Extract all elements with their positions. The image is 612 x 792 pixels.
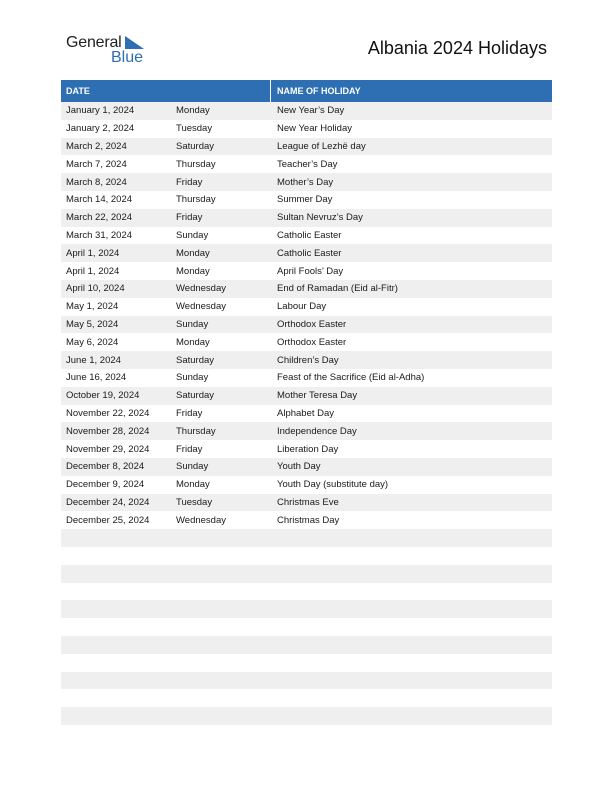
table-row: [61, 583, 552, 601]
cell-holiday-name: Alphabet Day: [277, 407, 335, 419]
table-row: [61, 547, 552, 565]
cell-weekday: Wednesday: [176, 301, 226, 313]
cell-holiday-name: Youth Day (substitute day): [277, 479, 389, 491]
cell-date: March 31, 2024: [66, 229, 133, 241]
cell-date: December 8, 2024: [66, 461, 145, 473]
logo-word-blue: Blue: [111, 49, 144, 66]
table-row: [61, 600, 552, 618]
cell-date: March 8, 2024: [66, 176, 127, 188]
cell-holiday-name: New Year’s Day: [277, 105, 345, 117]
cell-date: May 5, 2024: [66, 318, 119, 330]
cell-holiday-name: Liberation Day: [277, 443, 339, 455]
cell-holiday-name: End of Ramadan (Eid al-Fitr): [277, 283, 398, 295]
cell-weekday: Wednesday: [176, 283, 226, 295]
cell-date: October 19, 2024: [66, 390, 140, 402]
cell-weekday: Monday: [176, 265, 210, 277]
cell-date: March 7, 2024: [66, 158, 127, 170]
cell-date: December 25, 2024: [66, 514, 150, 526]
header-holiday-name: NAME OF HOLIDAY: [277, 86, 361, 96]
table-row: [61, 458, 552, 476]
table-body: [61, 102, 552, 743]
cell-weekday: Sunday: [176, 229, 209, 241]
cell-date: November 28, 2024: [66, 425, 150, 437]
cell-date: November 22, 2024: [66, 407, 150, 419]
cell-weekday: Friday: [176, 443, 203, 455]
cell-weekday: Friday: [176, 176, 203, 188]
cell-holiday-name: Feast of the Sacrifice (Eid al-Adha): [277, 372, 425, 384]
cell-weekday: Thursday: [176, 158, 216, 170]
table-row: [61, 689, 552, 707]
table-row: [61, 298, 552, 316]
cell-weekday: Monday: [176, 479, 210, 491]
cell-weekday: Tuesday: [176, 123, 213, 135]
cell-holiday-name: Christmas Eve: [277, 496, 339, 508]
table-row: [61, 155, 552, 173]
header-date: DATE: [61, 80, 271, 102]
table-row: [61, 636, 552, 654]
cell-date: March 14, 2024: [66, 194, 133, 206]
table-row: [61, 102, 552, 120]
table-row: [61, 209, 552, 227]
cell-holiday-name: Catholic Easter: [277, 229, 342, 241]
table-row: [61, 618, 552, 636]
cell-date: December 24, 2024: [66, 496, 150, 508]
cell-holiday-name: New Year Holiday: [277, 123, 352, 135]
cell-holiday-name: Catholic Easter: [277, 247, 342, 259]
generalblue-logo: [66, 34, 156, 70]
cell-weekday: Friday: [176, 407, 203, 419]
table-row: [61, 725, 552, 743]
table-row: [61, 369, 552, 387]
cell-holiday-name: Children’s Day: [277, 354, 339, 366]
table-row: [61, 173, 552, 191]
table-row: [61, 476, 552, 494]
table-row: [61, 351, 552, 369]
cell-weekday: Saturday: [176, 390, 215, 402]
cell-date: January 2, 2024: [66, 123, 135, 135]
cell-date: December 9, 2024: [66, 479, 145, 491]
logo-triangle-icon: [123, 36, 145, 50]
cell-weekday: Monday: [176, 336, 210, 348]
table-row: [61, 316, 552, 334]
cell-date: March 22, 2024: [66, 212, 133, 224]
cell-holiday-name: Labour Day: [277, 301, 327, 313]
cell-holiday-name: April Fools’ Day: [277, 265, 344, 277]
cell-holiday-name: Mother’s Day: [277, 176, 334, 188]
table-row: [61, 387, 552, 405]
cell-weekday: Saturday: [176, 354, 215, 366]
table-row: [61, 120, 552, 138]
table-row: [61, 138, 552, 156]
cell-date: November 29, 2024: [66, 443, 150, 455]
cell-date: April 10, 2024: [66, 283, 125, 295]
cell-date: April 1, 2024: [66, 247, 120, 259]
table-row: [61, 672, 552, 690]
table-row: [61, 244, 552, 262]
cell-date: June 16, 2024: [66, 372, 127, 384]
cell-weekday: Wednesday: [176, 514, 226, 526]
table-row: [61, 511, 552, 529]
cell-weekday: Sunday: [176, 318, 209, 330]
cell-date: May 6, 2024: [66, 336, 119, 348]
page-title: Albania 2024 Holidays: [367, 38, 547, 58]
cell-holiday-name: League of Lezhë day: [277, 140, 366, 152]
holiday-table: [61, 80, 552, 743]
cell-weekday: Sunday: [176, 372, 209, 384]
cell-holiday-name: Orthodox Easter: [277, 318, 347, 330]
cell-holiday-name: Christmas Day: [277, 514, 340, 526]
table-row: [61, 280, 552, 298]
cell-date: May 1, 2024: [66, 301, 119, 313]
table-row: [61, 422, 552, 440]
cell-weekday: Thursday: [176, 425, 216, 437]
cell-holiday-name: Youth Day: [277, 461, 321, 473]
cell-weekday: Monday: [176, 247, 210, 259]
cell-holiday-name: Sultan Nevruz’s Day: [277, 212, 363, 224]
table-row: [61, 227, 552, 245]
cell-date: March 2, 2024: [66, 140, 127, 152]
table-row: [61, 191, 552, 209]
table-header: [61, 80, 552, 102]
table-row: [61, 262, 552, 280]
cell-holiday-name: Independence Day: [277, 425, 357, 437]
table-row: [61, 654, 552, 672]
cell-weekday: Friday: [176, 212, 203, 224]
cell-holiday-name: Summer Day: [277, 194, 333, 206]
table-row: [61, 707, 552, 725]
table-row: [61, 333, 552, 351]
table-row: [61, 529, 552, 547]
cell-holiday-name: Orthodox Easter: [277, 336, 347, 348]
table-row: [61, 565, 552, 583]
cell-holiday-name: Teacher’s Day: [277, 158, 338, 170]
cell-date: June 1, 2024: [66, 354, 121, 366]
cell-date: April 1, 2024: [66, 265, 120, 277]
cell-weekday: Tuesday: [176, 496, 213, 508]
table-row: [61, 494, 552, 512]
cell-weekday: Thursday: [176, 194, 216, 206]
cell-date: January 1, 2024: [66, 105, 135, 117]
cell-weekday: Monday: [176, 105, 210, 117]
cell-weekday: Saturday: [176, 140, 215, 152]
table-row: [61, 405, 552, 423]
table-row: [61, 440, 552, 458]
cell-weekday: Sunday: [176, 461, 209, 473]
logo-word-general: General: [66, 34, 122, 51]
cell-holiday-name: Mother Teresa Day: [277, 390, 358, 402]
